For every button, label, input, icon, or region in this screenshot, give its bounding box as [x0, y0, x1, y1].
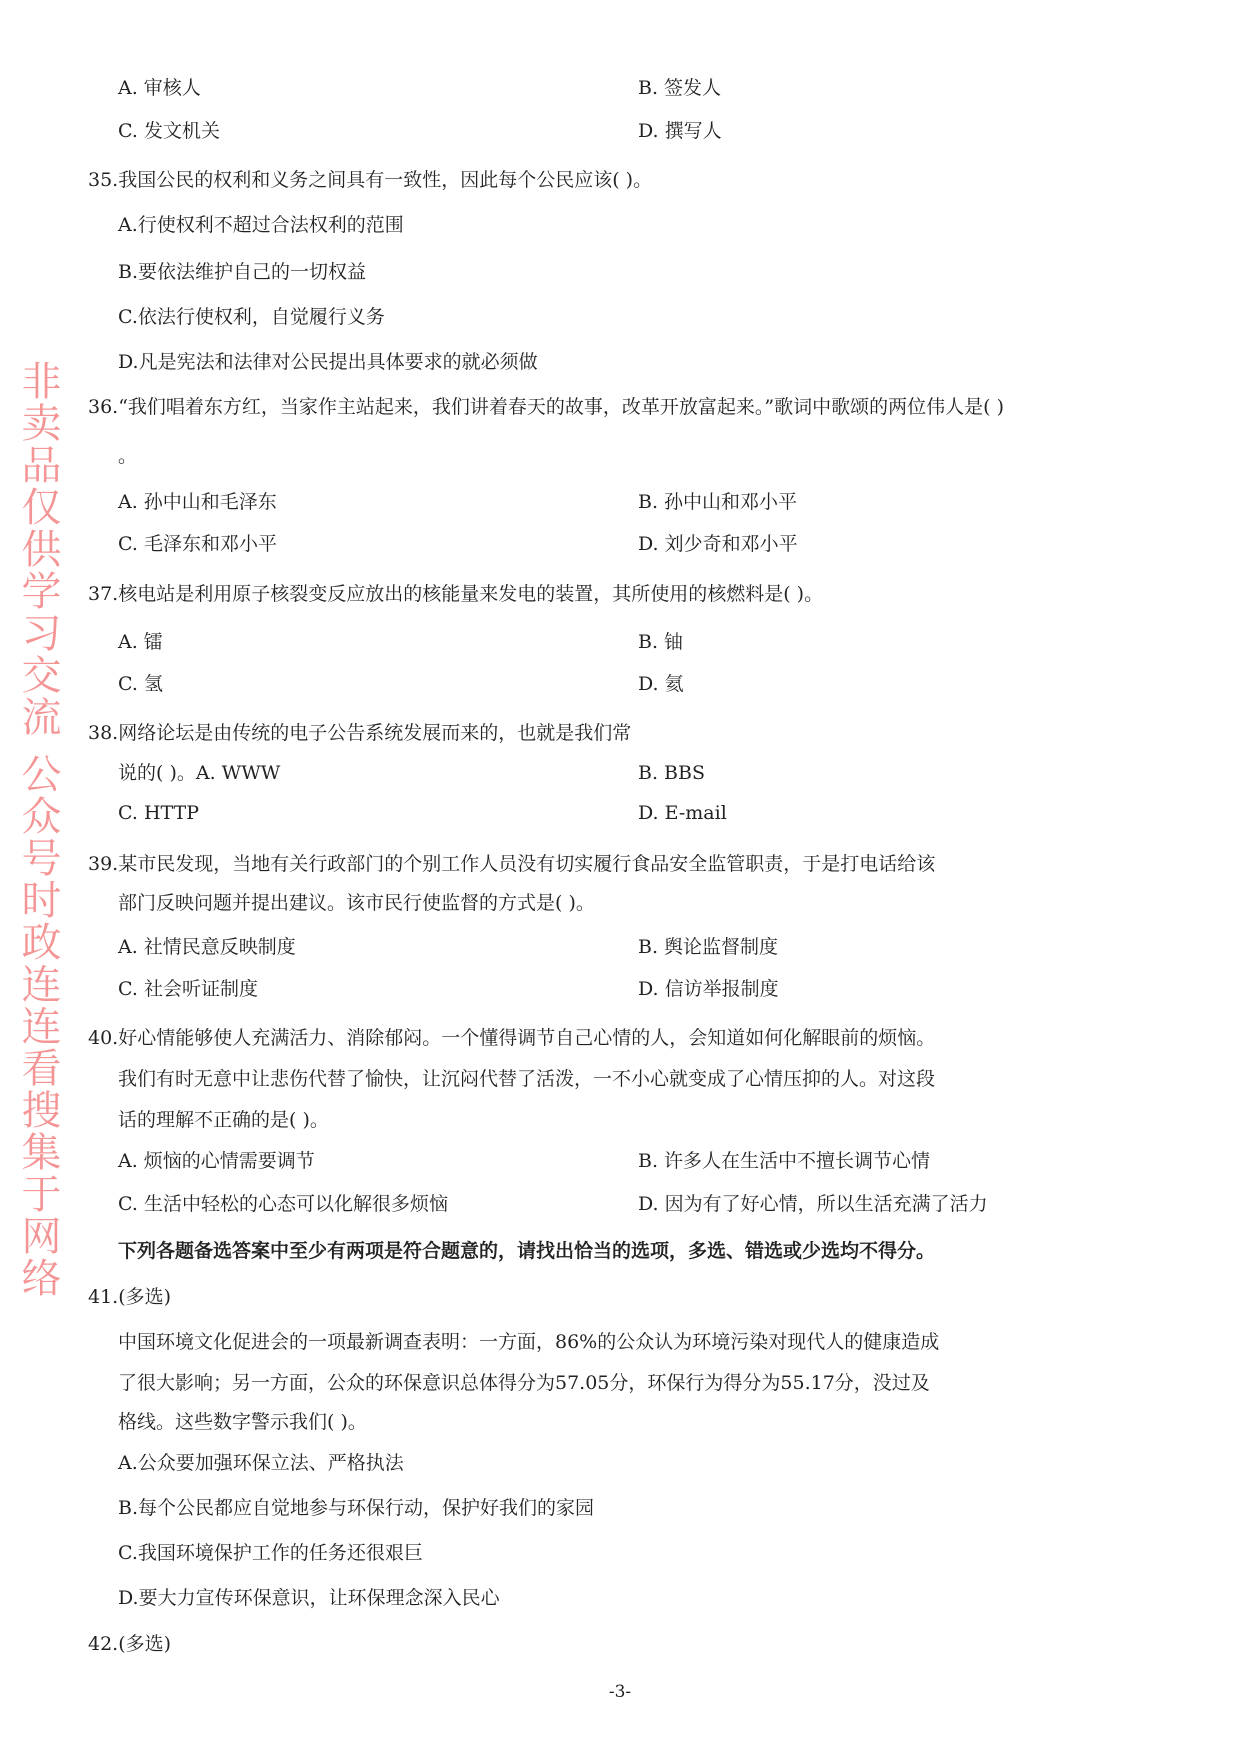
q41-stem-2: 了很大影响；另一方面，公众的环保意识总体得分为57.05分，环保行为得分为55.17分，没过及: [118, 1372, 930, 1394]
q41-stem: 中国环境文化促进会的一项最新调查表明：一方面，86%的公众认为环境污染对现代人的健康造成: [118, 1331, 940, 1353]
q36-option-a: A. 孙中山和毛泽东: [118, 491, 277, 513]
q36-stem-end: 。: [118, 445, 138, 467]
q35-option-c: C.依法行使权利，自觉履行义务: [118, 306, 385, 328]
q37-option-c: C. 氢: [118, 673, 163, 695]
q35-option-a: A.行使权利不超过合法权利的范围: [118, 214, 404, 236]
q40-option-c: C. 生活中轻松的心态可以化解很多烦恼: [118, 1193, 448, 1215]
watermark-text: 非卖品仅供学习交流 公众号时政连连看搜集于网络: [15, 360, 61, 1299]
q36-option-d: D. 刘少奇和邓小平: [638, 533, 798, 555]
q40-option-a: A. 烦恼的心情需要调节: [118, 1150, 315, 1172]
q40-stem: 40.好心情能够使人充满活力、消除郁闷。一个懂得调节自己心情的人，会知道如何化解眼前的烦恼。: [88, 1027, 936, 1049]
q39-option-d: D. 信访举报制度: [638, 978, 779, 1000]
q42-number: 42.(多选): [88, 1633, 172, 1655]
q34-option-a: A. 审核人: [118, 77, 201, 99]
q38-option-b: B. BBS: [638, 762, 705, 784]
q37-stem: 37.核电站是利用原子核裂变反应放出的核能量来发电的装置，其所使用的核燃料是( )。: [88, 583, 824, 605]
section-instruction: 下列各题备选答案中至少有两项是符合题意的，请找出恰当的选项，多选、错选或少选均不得分。: [118, 1240, 936, 1262]
q38-option-c: C. HTTP: [118, 802, 199, 824]
page-number: -3-: [608, 1682, 632, 1702]
q35-option-b: B.要依法维护自己的一切权益: [118, 261, 367, 283]
q41-option-c: C.我国环境保护工作的任务还很艰巨: [118, 1542, 423, 1564]
q39-option-c: C. 社会听证制度: [118, 978, 258, 1000]
q40-stem-3: 话的理解不正确的是( )。: [118, 1109, 329, 1131]
q39-option-b: B. 舆论监督制度: [638, 936, 779, 958]
q40-option-b: B. 许多人在生活中不擅长调节心情: [638, 1150, 931, 1172]
q36-stem: 36.“我们唱着东方红，当家作主站起来，我们讲着春天的故事，改革开放富起来。”歌词中歌颂的两位伟人是( ): [88, 396, 1005, 418]
q40-stem-2: 我们有时无意中让悲伤代替了愉快，让沉闷代替了活泼，一不小心就变成了心情压抑的人。对这段: [118, 1068, 936, 1090]
q34-option-c: C. 发文机关: [118, 120, 220, 142]
q38-stem-option-a: 说的( )。A. WWW: [118, 762, 281, 784]
q37-option-b: B. 铀: [638, 631, 684, 653]
q34-option-b: B. 签发人: [638, 77, 722, 99]
q41-option-b: B.每个公民都应自觉地参与环保行动，保护好我们的家园: [118, 1497, 595, 1519]
q41-stem-3: 格线。这些数字警示我们( )。: [118, 1411, 367, 1433]
q41-number: 41.(多选): [88, 1286, 172, 1308]
q37-option-d: D. 氦: [638, 673, 684, 695]
q39-option-a: A. 社情民意反映制度: [118, 936, 296, 958]
q41-option-d: D.要大力宣传环保意识，让环保理念深入民心: [118, 1587, 500, 1609]
q35-stem: 35.我国公民的权利和义务之间具有一致性，因此每个公民应该( )。: [88, 169, 653, 191]
q36-option-c: C. 毛泽东和邓小平: [118, 533, 277, 555]
q34-option-d: D. 撰写人: [638, 120, 722, 142]
q39-stem-2: 部门反映问题并提出建议。该市民行使监督的方式是( )。: [118, 892, 595, 914]
q36-option-b: B. 孙中山和邓小平: [638, 491, 798, 513]
q37-option-a: A. 镭: [118, 631, 163, 653]
q39-stem: 39.某市民发现，当地有关行政部门的个别工作人员没有切实履行食品安全监管职责，于是打电话给该: [88, 853, 936, 875]
q41-option-a: A.公众要加强环保立法、严格执法: [118, 1452, 404, 1474]
watermark: [14, 360, 64, 1420]
q38-option-d: D. E-mail: [638, 802, 727, 824]
q38-stem: 38.网络论坛是由传统的电子公告系统发展而来的，也就是我们常: [88, 722, 632, 744]
q35-option-d: D.凡是宪法和法律对公民提出具体要求的就必须做: [118, 351, 538, 373]
q40-option-d: D. 因为有了好心情，所以生活充满了活力: [638, 1193, 988, 1215]
